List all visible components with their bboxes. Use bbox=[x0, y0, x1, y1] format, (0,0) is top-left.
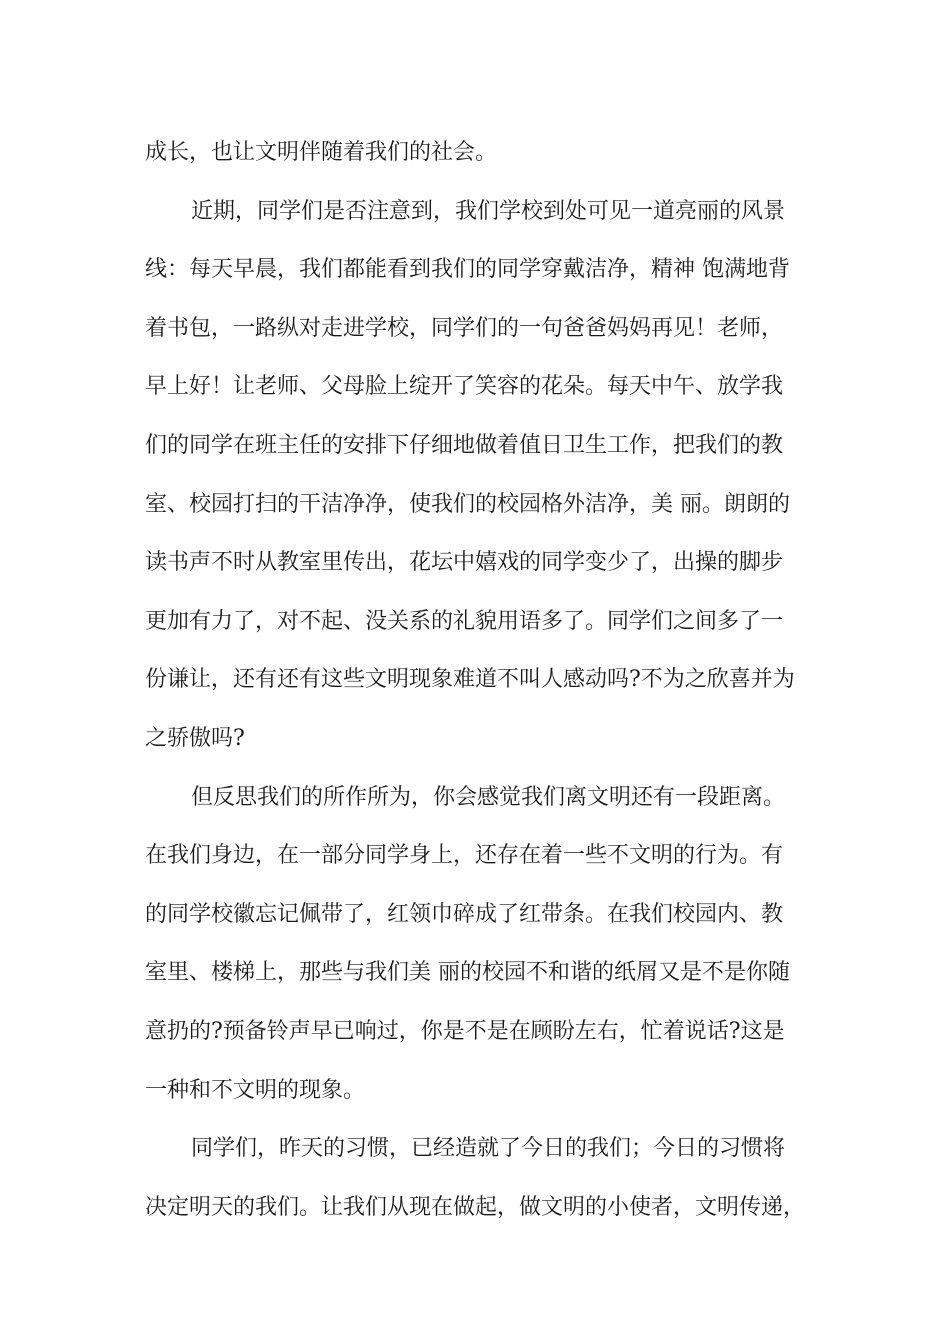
text-line: 着书包，一路纵对走进学校，同学们的一句爸爸妈妈再见！老师， bbox=[145, 315, 784, 341]
paragraph-first-line: 近期，同学们是否注意到，我们学校到处可见一道亮丽的风景 bbox=[191, 198, 786, 224]
text-line: 们的同学在班主任的安排下仔细地做着值日卫生工作，把我们的教 bbox=[145, 432, 784, 458]
text-line: 早上好！让老师、父母脸上绽开了笑容的花朵。每天中午、放学我 bbox=[145, 374, 784, 400]
text-line: 读书声不时从教室里传出，花坛中嬉戏的同学变少了，出操的脚步 bbox=[145, 550, 784, 576]
text-line: 决定明天的我们。让我们从现在做起，做文明的小使者，文明传递， bbox=[145, 1194, 806, 1220]
paragraph-first-line: 同学们，昨天的习惯，已经造就了今日的我们；今日的习惯将 bbox=[191, 1136, 786, 1162]
text-line: 室、校园打扫的干洁净净，使我们的校园格外洁净，美 丽。朗朗的 bbox=[145, 491, 790, 517]
text-line: 之骄傲吗? bbox=[145, 725, 245, 751]
text-line: 一种和不文明的现象。 bbox=[145, 1077, 366, 1103]
text-line: 份谦让，还有还有这些文明现象难道不叫人感动吗?不为之欣喜并为 bbox=[145, 667, 795, 693]
text-line: 成长，也让文明伴随着我们的社会。 bbox=[145, 140, 498, 165]
paragraph-first-line: 但反思我们的所作所为，你会感觉我们离文明还有一段距离。 bbox=[191, 784, 786, 810]
text-line: 线：每天早晨，我们都能看到我们的同学穿戴洁净，精神 饱满地背 bbox=[145, 257, 790, 283]
text-line: 的同学校徽忘记佩带了，红领巾碎成了红带条。在我们校园内、教 bbox=[145, 901, 784, 927]
document-body bbox=[145, 124, 815, 1237]
text-line: 室里、楼梯上，那些与我们美 丽的校园不和谐的纸屑又是不是你随 bbox=[145, 960, 790, 986]
text-line: 更加有力了，对不起、没关系的礼貌用语多了。同学们之间多了一 bbox=[145, 608, 784, 634]
text-line: 意扔的?预备铃声早已响过，你是不是在顾盼左右，忙着说话?这是 bbox=[145, 1018, 785, 1044]
text-line: 在我们身边，在一部分同学身上，还存在着一些不文明的行为。有 bbox=[145, 843, 784, 869]
